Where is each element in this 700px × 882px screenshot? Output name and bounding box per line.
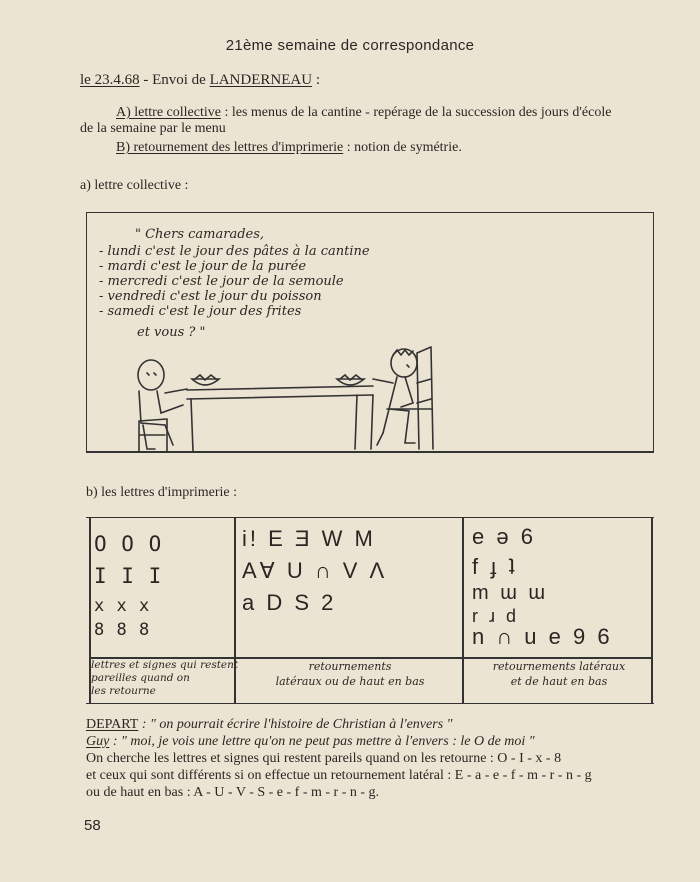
col3-caption-line: retournements latéraux [492,660,626,673]
dialogue-line: ou de haut en bas : A - U - V - S - e - f - m - r - n - g. [86,785,380,800]
item-a-text-cont: de la semaine par le menu [80,121,226,136]
col3-glyphs: f ɟ ʇ [472,554,518,579]
col3-caption-line: et de haut en bas [510,675,608,688]
depart-label: DEPART [86,717,139,732]
letter-drawing [86,212,654,453]
col1-caption-line: les retourne [91,685,156,697]
col3-glyphs: n ∩ u e 9 6 [472,624,613,649]
letter-line: - lundi c'est le jour des pâtes à la cantine [99,244,370,259]
section-a-heading: a) lettre collective : [80,178,189,193]
page-number: 58 [84,817,101,834]
dialogue-line: On cherche les lettres et signes qui restent pareils quand on les retourne : O - I - x - 8 [86,751,562,766]
item-a [116,105,611,121]
col2-glyphs: a D S 2 [242,590,337,615]
col1-glyphs: O O O [94,532,163,556]
col1-caption [91,659,238,698]
letters-table [86,517,654,704]
col3-glyphs: m ɯ ɯ [472,582,549,604]
col2-caption-line: retournements [308,660,392,673]
col2-caption-line: latéraux ou de haut en bas [275,675,425,688]
envoi-line [80,72,320,89]
item-b-label: B) retournement des lettres d'imprimerie [116,140,344,155]
letter-greeting: " Chers camarades, [135,227,265,242]
envoi-date: le 23.4.68 [80,72,140,88]
col1-glyphs: I I I [94,564,163,588]
page-title: 21ème semaine de correspondance [225,37,475,54]
col3-glyphs: e ə 6 [472,524,536,549]
letter-line: - mercredi c'est le jour de la semoule [99,274,344,289]
item-a-label: A) lettre collective [116,105,221,120]
envoi-place: LANDERNEAU [209,72,313,88]
dialogue-line: et ceux qui sont différents si on effectue un retournement latéral : E - a - e - f - m - r - n - g [86,768,592,783]
col1-glyphs: x x x [94,596,151,616]
letter-closing: et vous ? " [137,325,206,340]
guy-label: Guy [86,734,110,749]
item-b-text: : notion de symétrie. [343,140,462,155]
guy-line [86,734,535,750]
letter-line: - vendredi c'est le jour du poisson [99,289,322,304]
col3-glyphs: r ɹ d [472,606,520,626]
letter-line: - samedi c'est le jour des frites [99,304,302,319]
envoi-colon: : [312,72,320,88]
envoi-sep: - Envoi de [139,72,210,88]
section-b-heading: b) les lettres d'imprimerie : [86,485,238,500]
canteen-illustration [87,213,653,453]
col2-glyphs: A∀ U ∩ V Λ [242,558,388,583]
col2-caption [238,659,462,689]
letter-line: - mardi c'est le jour de la purée [99,259,307,274]
guy-text: : " moi, je vois une lettre qu'on ne peut pas mettre à l'envers : le O de moi " [109,734,535,749]
col1-glyphs: 8 8 8 [94,620,151,640]
col2-glyphs: i! E Ǝ W M [242,526,376,551]
col1-caption-line: pareilles quand on [91,672,190,684]
col1-caption-line: lettres et signes qui restent [91,659,239,671]
depart-line [86,717,453,733]
depart-text: : " on pourrait écrire l'histoire de Christian à l'envers " [138,717,453,732]
item-b [116,140,462,156]
col3-caption [466,659,652,689]
item-a-text: : les menus de la cantine - repérage de la succession des jours d'école [220,105,612,120]
